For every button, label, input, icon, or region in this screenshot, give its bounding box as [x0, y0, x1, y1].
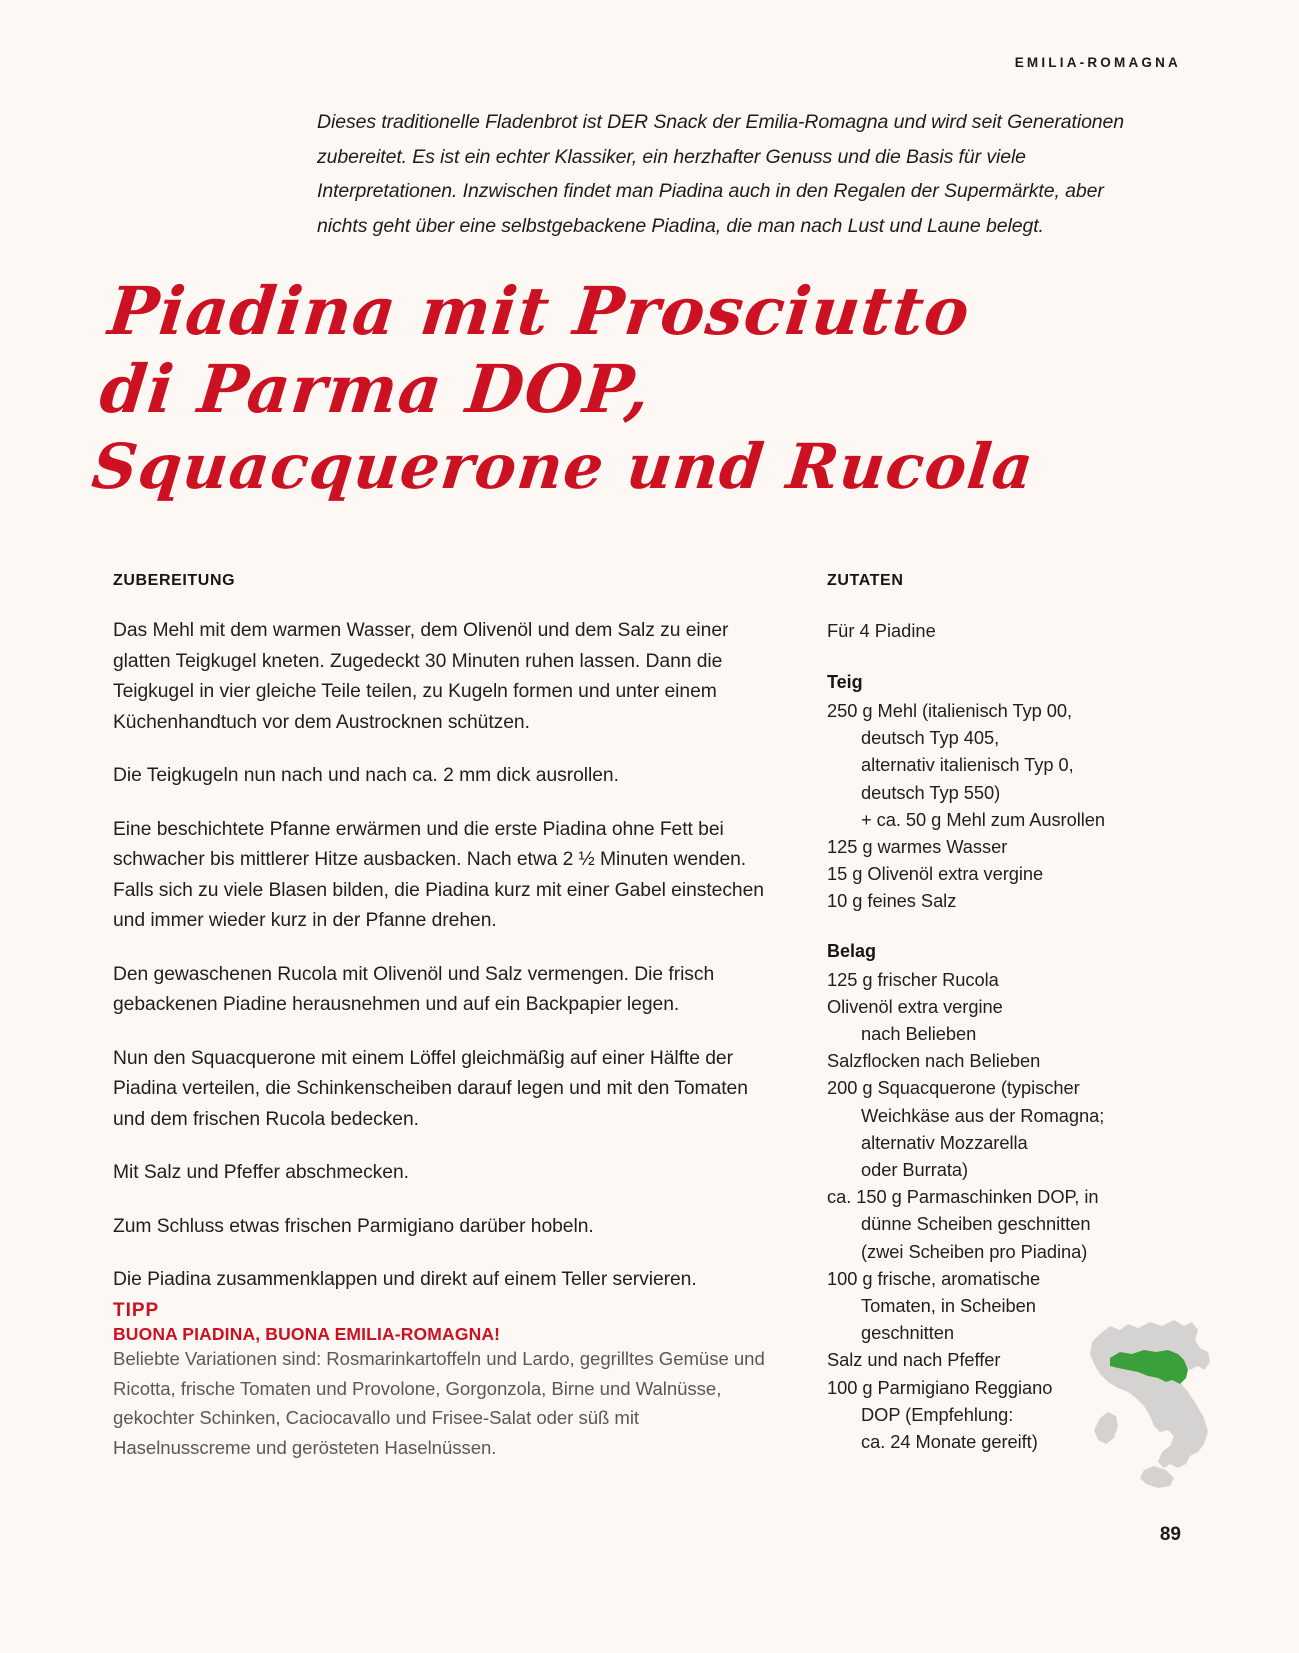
ingredient-line: + ca. 50 g Mehl zum Ausrollen [861, 808, 1105, 830]
page-number: 89 [1159, 1524, 1181, 1545]
recipe-title-line-3: Squacquerone und Rucola [88, 430, 1038, 503]
ingredient-line: ca. 150 g Parmaschinken DOP, in [827, 1186, 1099, 1208]
ingredient-group-title: Belag [827, 940, 877, 961]
tip-section [113, 1300, 773, 1462]
tip-heading: TIPP [113, 1300, 160, 1321]
ingredient-line: 100 g frische, aromatische [827, 1267, 1041, 1289]
ingredient-line: 200 g Squacquerone (typischer [827, 1077, 1080, 1099]
ingredient-line: DOP (Empfehlung: [861, 1403, 1014, 1425]
ingredient-group-list [827, 672, 1157, 1455]
ingredient-group [827, 672, 1157, 915]
ingredient-line: Olivenöl extra vergine [827, 995, 1003, 1017]
ingredient-line: ca. 24 Monate gereift) [861, 1431, 1038, 1453]
ingredient-line: Tomaten, in Scheiben [861, 1295, 1036, 1317]
preparation-step: Den gewaschenen Rucola mit Olivenöl und Salz vermengen. Die frisch gebackenen Piadine herausnehmen und auf ein Backpapier legen. [113, 963, 715, 1015]
ingredient-line: 100 g Parmigiano Reggiano [827, 1376, 1053, 1398]
preparation-step: Das Mehl mit dem warmen Wasser, dem Olivenöl und dem Salz zu einer glatten Teigkugel kneten. Zugedeckt 30 Minuten ruhen lassen. Dann die Teigkugel in vier gleiche Teile teilen, zu Kugeln formen und unter einem Küchenhandtuch vor dem Austrocknen schützen. [113, 620, 729, 733]
preparation-step: Die Teigkugeln nun nach und nach ca. 2 mm dick ausrollen. [113, 765, 619, 786]
ingredient-line: 250 g Mehl (italienisch Typ 00, [827, 700, 1073, 721]
recipe-title-line-1: Piadina mit Prosciutto [104, 272, 975, 350]
ingredients-heading: ZUTATEN [827, 572, 904, 589]
ingredient-group-title: Teig [827, 672, 863, 692]
ingredient-line: 125 g frischer Rucola [827, 968, 999, 990]
ingredient-line: nach Belieben [861, 1023, 977, 1045]
ingredient-line: Salz und nach Pfeffer [827, 1349, 1001, 1371]
preparation-step: Zum Schluss etwas frischen Parmigiano darüber hobeln. [113, 1215, 594, 1237]
ingredient-line: (zwei Scheiben pro Piadina) [861, 1240, 1088, 1262]
ingredient-line: Salzflocken nach Belieben [827, 1050, 1041, 1072]
ingredient-line: deutsch Typ 405, [861, 727, 1000, 749]
running-head-region: EMILIA-ROMAGNA [1014, 55, 1181, 70]
preparation-heading: ZUBEREITUNG [113, 572, 236, 589]
ingredients-column [827, 572, 1157, 1455]
intro-paragraph: Dieses traditionelle Fladenbrot ist DER Snack der Emilia-Romagna und wird seit Generationen zubereitet. Es ist ein echter Klassiker, ein herzhafter Genuss und die Basis für viele Interpretationen. Inzwischen findet man Piadina auch in den Regalen der Supermärkte, aber nichts geht über eine selbstgebackene Piadina, die man nach Lust und Laune belegt. [317, 111, 1125, 237]
recipe-title-line-2: di Parma DOP, [96, 350, 655, 428]
preparation-step: Die Piadina zusammenklappen und direkt auf einem Teller servieren. [113, 1269, 697, 1290]
ingredient-line: geschnitten [861, 1322, 954, 1344]
ingredients-servings: Für 4 Piadine [827, 620, 936, 641]
ingredient-line: Weichkäse aus der Romagna; [861, 1104, 1105, 1126]
ingredient-line: deutsch Typ 550) [861, 781, 1001, 803]
preparation-step: Eine beschichtete Pfanne erwärmen und die erste Piadina ohne Fett bei schwacher bis mittlerer Hitze ausbacken. Nach etwa 2 ½ Minuten wenden. Falls sich zu viele Blasen bilden, die Piadina kurz mit einer Gabel einstechen und immer wieder kurz in der Pfanne drehen. [113, 818, 764, 931]
ingredient-line: alternativ italienisch Typ 0, [861, 754, 1074, 776]
ingredient-line: 125 g warmes Wasser [827, 836, 1008, 858]
ingredient-line: 15 g Olivenöl extra vergine [827, 863, 1044, 885]
ingredient-line: 10 g feines Salz [827, 890, 957, 912]
tip-body: Beliebte Variationen sind: Rosmarinkartoffeln und Lardo, gegrilltes Gemüse und Ricotta, frische Tomaten und Provolone, Gorgonzola, Birne und Walnüsse, gekochter Schinken, Caciocavallo und Frisee-Salat oder süß mit Haselnusscreme und gerösteten Haselnüssen. [113, 1348, 765, 1458]
preparation-step: Nun den Squacquerone mit einem Löffel gleichmäßig auf einer Hälfte der Piadina verteilen, die Schinkenscheiben darauf legen und mit den Tomaten und dem frischen Rucola bedecken. [113, 1047, 748, 1130]
recipe-tagline: BUONA PIADINA, BUONA EMILIA-ROMAGNA! [113, 1323, 501, 1344]
ingredient-line: oder Burrata) [861, 1159, 969, 1181]
recipe-title [88, 272, 1113, 506]
preparation-column [113, 572, 785, 1345]
ingredient-line: dünne Scheiben geschnitten [861, 1213, 1091, 1235]
ingredient-group [827, 941, 1157, 1456]
ingredient-line: alternativ Mozzarella [861, 1131, 1028, 1153]
preparation-step: Mit Salz und Pfeffer abschmecken. [113, 1162, 409, 1183]
